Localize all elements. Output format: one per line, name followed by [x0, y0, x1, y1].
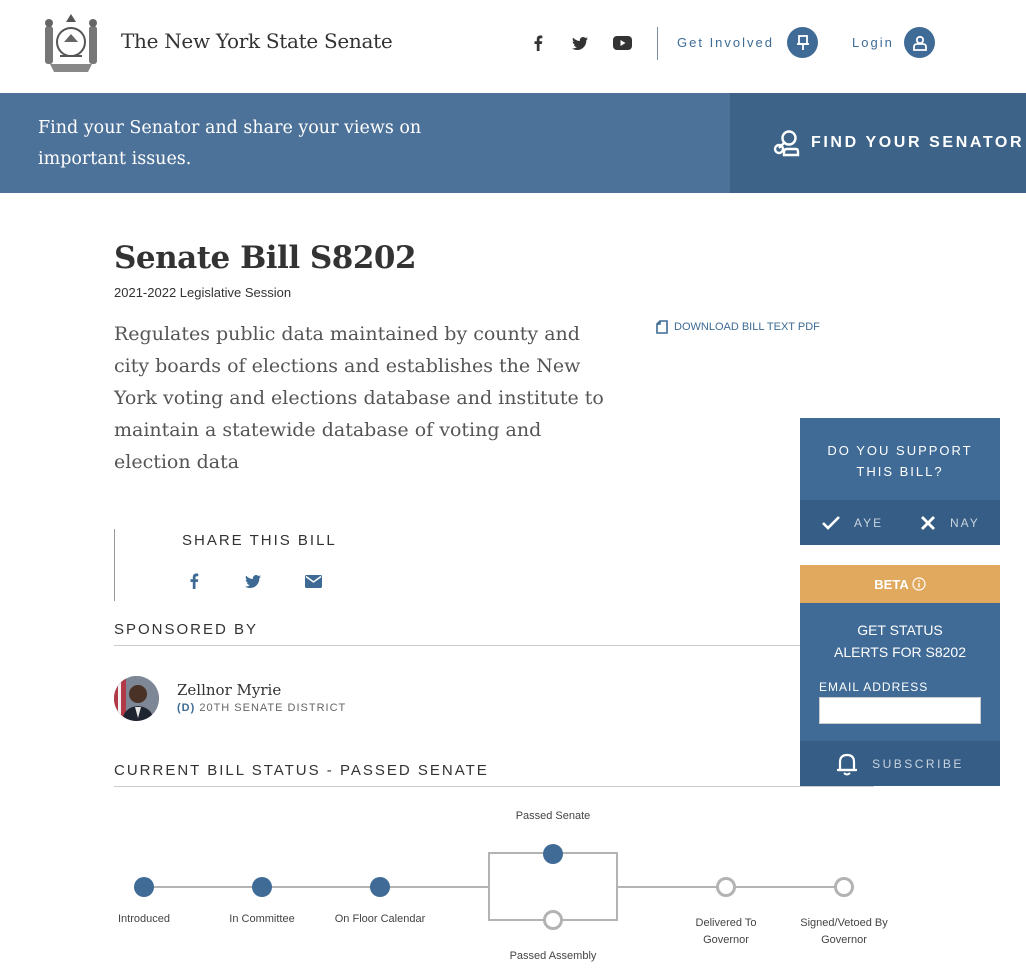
stage-delivered-line1: Delivered To [695, 917, 757, 929]
bill-summary: Regulates public data maintained by county and city boards of elections and establishes the New York voting and elections database and institute to maintain a statewide database of voting and election data [114, 323, 604, 473]
subscribe-button[interactable] [800, 741, 1000, 786]
stage-signed-line1: Signed/Vetoed By [800, 917, 888, 929]
stage-delivered-dot [716, 877, 736, 897]
status-track-line [144, 886, 488, 888]
nay-label: NAY [950, 515, 980, 530]
stage-on-floor-dot [370, 877, 390, 897]
support-question-line1: DO YOU SUPPORT [827, 443, 973, 458]
share-title: SHARE THIS BILL [182, 532, 337, 549]
stage-signed-label [784, 915, 904, 949]
find-senator-label: FIND YOUR SENATOR [811, 134, 1025, 151]
stage-in-committee-label: In Committee [229, 913, 295, 925]
login-user-icon[interactable] [904, 27, 935, 58]
aye-button[interactable] [822, 500, 883, 545]
beta-label: BETA [874, 576, 909, 592]
vote-bar [800, 500, 1000, 545]
section-divider [114, 786, 874, 787]
alerts-title [800, 619, 1000, 663]
download-pdf-label: DOWNLOAD BILL TEXT PDF [674, 321, 820, 333]
stage-delivered-line2: Governor [703, 934, 749, 946]
stage-passed-senate-dot [543, 844, 563, 864]
stage-delivered-label [676, 915, 776, 949]
document-icon [656, 320, 668, 334]
stage-in-committee-dot [252, 877, 272, 897]
bill-status-title: CURRENT BILL STATUS - PASSED SENATE [114, 762, 489, 779]
checkmark-icon [822, 516, 840, 530]
youtube-icon[interactable] [611, 32, 633, 54]
bill-title: Senate Bill S8202 [114, 240, 417, 276]
sponsored-by-title: SPONSORED BY [114, 621, 259, 638]
legislative-session: 2021-2022 Legislative Session [114, 285, 292, 300]
share-section [114, 529, 414, 601]
alerts-title-line2: ALERTS FOR S8202 [833, 644, 967, 660]
sponsor-party: (D) [177, 702, 196, 714]
get-involved-pin-icon[interactable] [787, 27, 818, 58]
ny-state-seal-icon[interactable] [40, 12, 102, 74]
bell-icon [836, 752, 858, 776]
site-title[interactable]: The New York State Senate [121, 29, 393, 53]
aye-label: AYE [854, 515, 884, 530]
support-question-line2: THIS BILL? [856, 464, 944, 479]
share-email-icon[interactable] [303, 571, 323, 591]
header-divider [657, 27, 658, 60]
sponsor-district: 20TH SENATE DISTRICT [199, 702, 347, 714]
share-facebook-icon[interactable] [184, 571, 204, 591]
sponsor-avatar[interactable] [114, 676, 159, 721]
email-label: EMAIL ADDRESS [819, 680, 929, 694]
login-link[interactable]: Login [852, 35, 894, 50]
support-question [800, 440, 1000, 482]
nay-button[interactable] [920, 500, 980, 545]
facebook-icon[interactable] [527, 32, 549, 54]
sponsor-district-line [177, 702, 346, 714]
stage-signed-line2: Governor [821, 934, 867, 946]
stage-on-floor-label: On Floor Calendar [334, 913, 426, 925]
download-pdf-link[interactable] [656, 320, 820, 334]
find-senator-icon [772, 129, 800, 157]
twitter-icon[interactable] [569, 32, 591, 54]
section-divider [114, 645, 874, 646]
support-bill-widget [800, 418, 1000, 545]
stage-introduced-label: Introduced [118, 913, 170, 925]
find-senator-banner [0, 93, 730, 193]
get-involved-link[interactable]: Get Involved [677, 35, 774, 50]
x-icon [920, 515, 936, 531]
status-alerts-widget [800, 603, 1000, 741]
beta-badge [800, 565, 1000, 603]
stage-passed-senate-label: Passed Senate [515, 810, 591, 822]
alerts-title-line1: GET STATUS [857, 622, 943, 638]
share-twitter-icon[interactable] [243, 571, 263, 591]
sponsor-name[interactable]: Zellnor Myrie [177, 681, 282, 699]
banner-text: Find your Senator and share your views on important issues. [38, 118, 422, 169]
stage-passed-assembly-label: Passed Assembly [509, 950, 597, 962]
stage-signed-dot [834, 877, 854, 897]
email-input[interactable] [819, 697, 981, 724]
subscribe-label: SUBSCRIBE [872, 756, 964, 771]
info-icon[interactable] [912, 577, 926, 591]
site-header [0, 0, 1026, 93]
stage-introduced-dot [134, 877, 154, 897]
stage-passed-assembly-dot [543, 910, 563, 930]
find-your-senator-button[interactable] [730, 93, 1026, 193]
